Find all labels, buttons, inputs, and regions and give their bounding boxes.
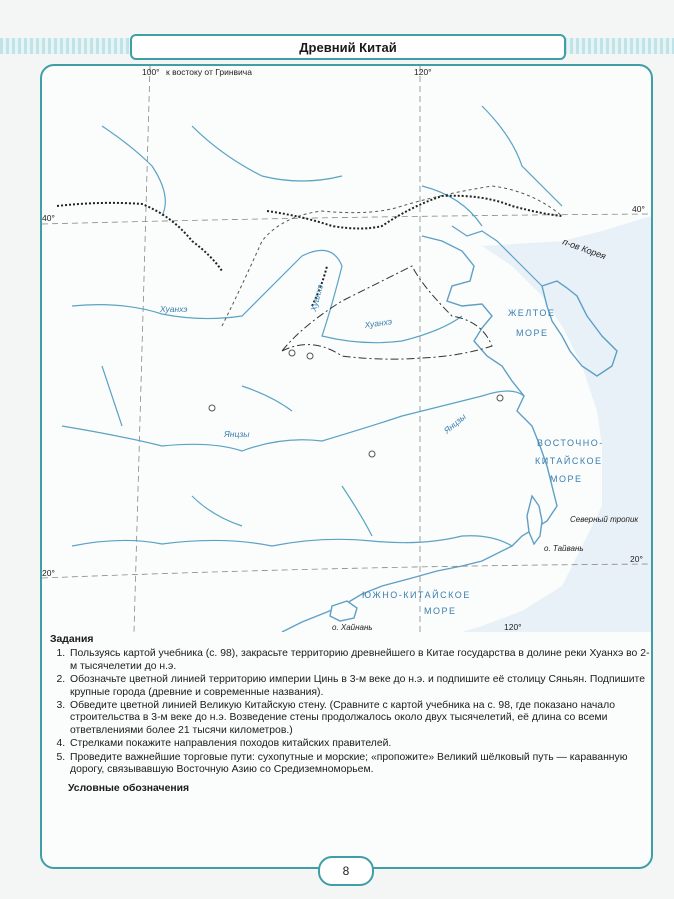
yellow-sea-line-2: МОРЕ: [516, 328, 549, 338]
east-china-sea-line-3: МОРЕ: [550, 474, 583, 484]
city-marker: [497, 395, 503, 401]
tropic-label: Северный тропик: [570, 515, 639, 524]
tasks-section: [50, 634, 650, 796]
lon-label-120-top: 120°: [414, 67, 432, 77]
east-china-sea-line-2: КИТАЙСКОЕ: [535, 456, 603, 466]
hainan-island: [330, 601, 357, 621]
task-item: 1. Пользуясь картой учебника (с. 98), закрасьте территорию древнейшего в Китае государства в долине реки Хуанхэ во 2-м тысячелетии до н.э.: [68, 648, 650, 673]
yellow-sea-line-1: ЖЕЛТОЕ: [508, 308, 556, 318]
huanghe-main-label: Хуанхэ: [363, 316, 393, 330]
lat-label-20-left: 20°: [42, 568, 55, 578]
title-banner: [130, 34, 566, 60]
task-item: 4. Стрелками покажите направления походов китайских правителей.: [68, 738, 650, 750]
yangtze-east-label: Янцзы: [441, 411, 468, 436]
huanghe-bend-label: Хуанхэ: [308, 283, 326, 313]
huanghe-west-label: Хуанхэ: [160, 304, 188, 314]
lat-label-40-right: 40°: [632, 204, 645, 214]
map: [42, 66, 651, 632]
lon-label-120-bottom: 120°: [504, 622, 522, 632]
south-china-sea-line-2: МОРЕ: [424, 606, 457, 616]
city-markers: [209, 350, 503, 457]
great-wall: [57, 196, 562, 306]
sea-area: [462, 216, 651, 632]
task-item: 3. Обведите цветной линией Великую Китайскую стену. (Сравните с картой учебника на с. 98, где показано начало строительства в 3-м веке до н.э. Возведение стены продолжалось около двух тысячелетий, её длина со всеми ответвлениями более 21 тысячи километров.): [68, 700, 650, 737]
tasks-list: [50, 648, 650, 776]
page-title: Древний Китай: [299, 39, 397, 55]
coastline: [282, 236, 557, 632]
korea-label: п-ов Корея: [561, 236, 608, 262]
rivers: [62, 106, 562, 546]
taiwan-label: о. Тайвань: [544, 544, 584, 553]
lat-label-20-right: 20°: [630, 554, 643, 564]
legend-title: Условные обозначения: [68, 783, 190, 795]
city-marker: [289, 350, 295, 356]
ancient-state-outline: [282, 266, 492, 359]
lat-label-40-left: 40°: [42, 213, 55, 223]
page-number: 8: [318, 856, 374, 886]
hainan-label: о. Хайнань: [332, 623, 373, 632]
lon-label-100: 100°: [142, 67, 160, 77]
south-china-sea-line-1: ЮЖНО-КИТАЙСКОЕ: [362, 590, 471, 600]
city-marker: [369, 451, 375, 457]
city-marker: [307, 353, 313, 359]
east-china-sea-line-1: ВОСТОЧНО-: [537, 438, 604, 448]
tasks-heading: Задания: [50, 634, 94, 645]
task-item: 5. Проведите важнейшие торговые пути: сухопутные и морские; «пропожите» Великий шёлковый путь — караванную дорогу, связывавшую Восточную Азию со Средиземноморьем.: [68, 752, 650, 777]
greenwich-label: к востоку от Гринвича: [166, 67, 252, 77]
city-marker: [209, 405, 215, 411]
taiwan-island: [527, 496, 542, 544]
yangtze-west-label: Янцзы: [224, 429, 250, 439]
task-item: 2. Обозначьте цветной линией территорию империи Цинь в 3-м веке до н.э. и подпишите её столицу Сяньян. Подпишите крупные города (древние и современные названия).: [68, 674, 650, 699]
